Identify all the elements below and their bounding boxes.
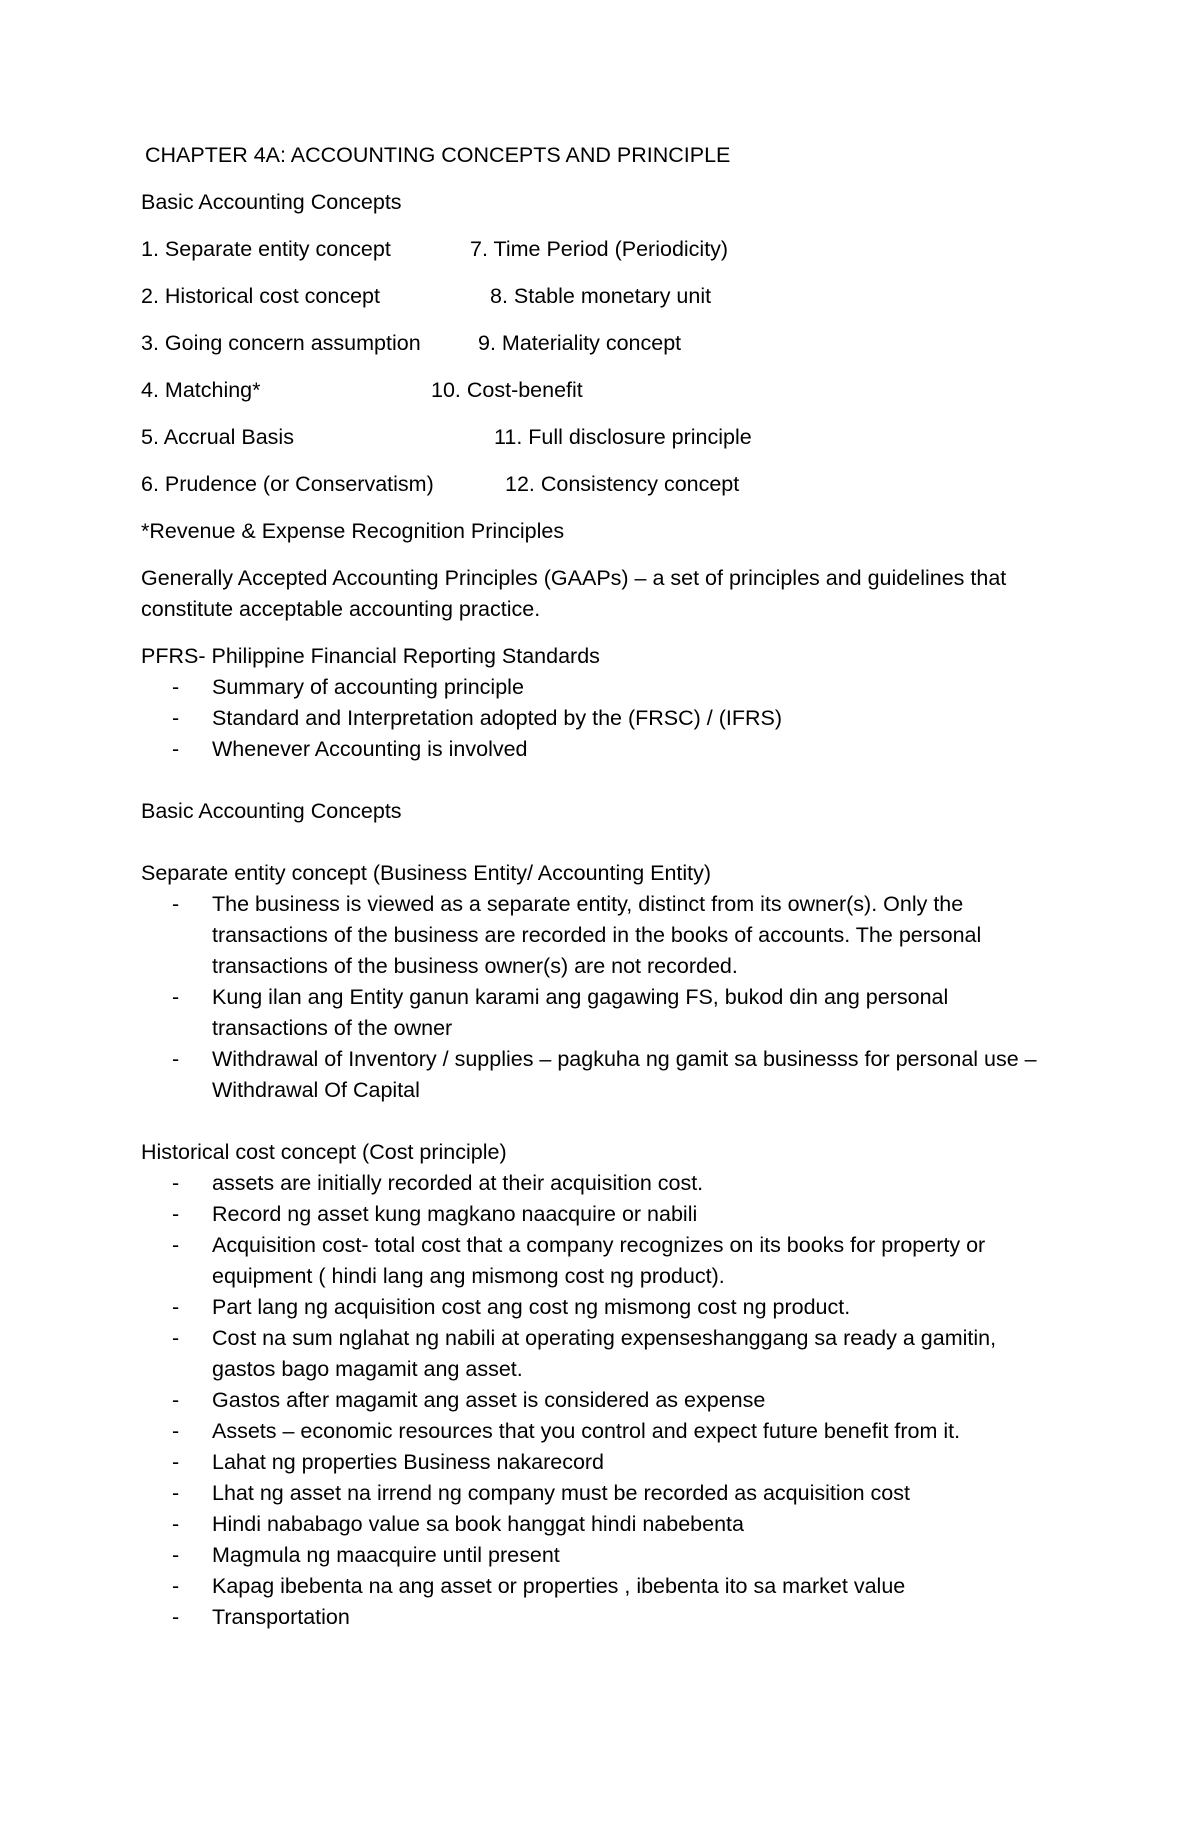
list-item: - Kapag ibebenta na ang asset or properties , ibebenta ito sa market value bbox=[141, 1571, 1061, 1602]
separate-entity-list bbox=[141, 889, 1061, 1106]
list-item: - Withdrawal of Inventory / supplies – pagkuha ng gamit sa businesss for personal use – Withdrawal Of Capital bbox=[141, 1044, 1061, 1106]
list-item: - Transportation bbox=[141, 1602, 1061, 1633]
pfrs-list bbox=[141, 672, 1061, 765]
concept-left: 2. Historical cost concept bbox=[141, 284, 380, 308]
historical-cost-list bbox=[141, 1168, 1061, 1633]
document-body bbox=[141, 140, 1061, 1664]
historical-cost-heading: Historical cost concept (Cost principle) bbox=[141, 1140, 507, 1164]
concept-left: 1. Separate entity concept bbox=[141, 237, 391, 261]
list-item: - assets are initially recorded at their acquisition cost. bbox=[141, 1168, 1061, 1199]
list-item: - Cost na sum nglahat ng nabili at operating expenseshanggang sa ready a gamitin, gastos bago magamit ang asset. bbox=[141, 1323, 1061, 1385]
basic-concepts-heading-2: Basic Accounting Concepts bbox=[141, 799, 402, 823]
spacer bbox=[141, 827, 1061, 858]
separate-entity-heading: Separate entity concept (Business Entity/ Accounting Entity) bbox=[141, 861, 712, 885]
concept-row bbox=[141, 469, 1061, 500]
list-item: - Summary of accounting principle bbox=[141, 672, 1061, 703]
concept-row bbox=[141, 281, 1061, 312]
pfrs-heading: PFRS- Philippine Financial Reporting Standards bbox=[141, 644, 600, 668]
list-item: - Lahat ng properties Business nakarecord bbox=[141, 1447, 1061, 1478]
list-item: - Acquisition cost- total cost that a company recognizes on its books for property or equipment ( hindi lang ang mismong cost ng product). bbox=[141, 1230, 1061, 1292]
concept-row bbox=[141, 328, 1061, 359]
concept-left: 5. Accrual Basis bbox=[141, 425, 294, 449]
footnote: *Revenue & Expense Recognition Principles bbox=[141, 519, 565, 543]
basic-concepts-heading: Basic Accounting Concepts bbox=[141, 190, 402, 214]
concept-row bbox=[141, 234, 1061, 265]
concept-left: 4. Matching* bbox=[141, 378, 261, 402]
list-item: - Magmula ng maacquire until present bbox=[141, 1540, 1061, 1571]
concept-right: 11. Full disclosure principle bbox=[494, 425, 752, 449]
concept-right: 10. Cost-benefit bbox=[431, 378, 583, 402]
list-item: - Whenever Accounting is involved bbox=[141, 734, 1061, 765]
list-item: - Standard and Interpretation adopted by the (FRSC) / (IFRS) bbox=[141, 703, 1061, 734]
list-item: - Record ng asset kung magkano naacquire or nabili bbox=[141, 1199, 1061, 1230]
list-item: - Part lang ng acquisition cost ang cost ng mismong cost ng product. bbox=[141, 1292, 1061, 1323]
concept-left: 6. Prudence (or Conservatism) bbox=[141, 472, 434, 496]
concept-row bbox=[141, 375, 1061, 406]
list-item: - The business is viewed as a separate entity, distinct from its owner(s). Only the transactions of the business are recorded in the books of accounts. The personal transactions of the business owner(s) are not recorded. bbox=[141, 889, 1061, 982]
concept-row bbox=[141, 422, 1061, 453]
gaap-definition: Generally Accepted Accounting Principles (GAAPs) – a set of principles and guidelines that constitute acceptable accounting practice. bbox=[141, 566, 1007, 621]
concept-left: 3. Going concern assumption bbox=[141, 331, 421, 355]
list-item: - Gastos after magamit ang asset is considered as expense bbox=[141, 1385, 1061, 1416]
concept-right: 7. Time Period (Periodicity) bbox=[470, 237, 729, 261]
list-item: - Assets – economic resources that you control and expect future benefit from it. bbox=[141, 1416, 1061, 1447]
concept-right: 9. Materiality concept bbox=[478, 331, 682, 355]
chapter-title: CHAPTER 4A: ACCOUNTING CONCEPTS AND PRINCIPLE bbox=[145, 143, 731, 167]
concept-right: 8. Stable monetary unit bbox=[490, 284, 712, 308]
list-item: - Kung ilan ang Entity ganun karami ang gagawing FS, bukod din ang personal transactions of the owner bbox=[141, 982, 1061, 1044]
concept-right: 12. Consistency concept bbox=[505, 472, 740, 496]
list-item: - Lhat ng asset na irrend ng company must be recorded as acquisition cost bbox=[141, 1478, 1061, 1509]
list-item: - Hindi nababago value sa book hanggat hindi nabebenta bbox=[141, 1509, 1061, 1540]
